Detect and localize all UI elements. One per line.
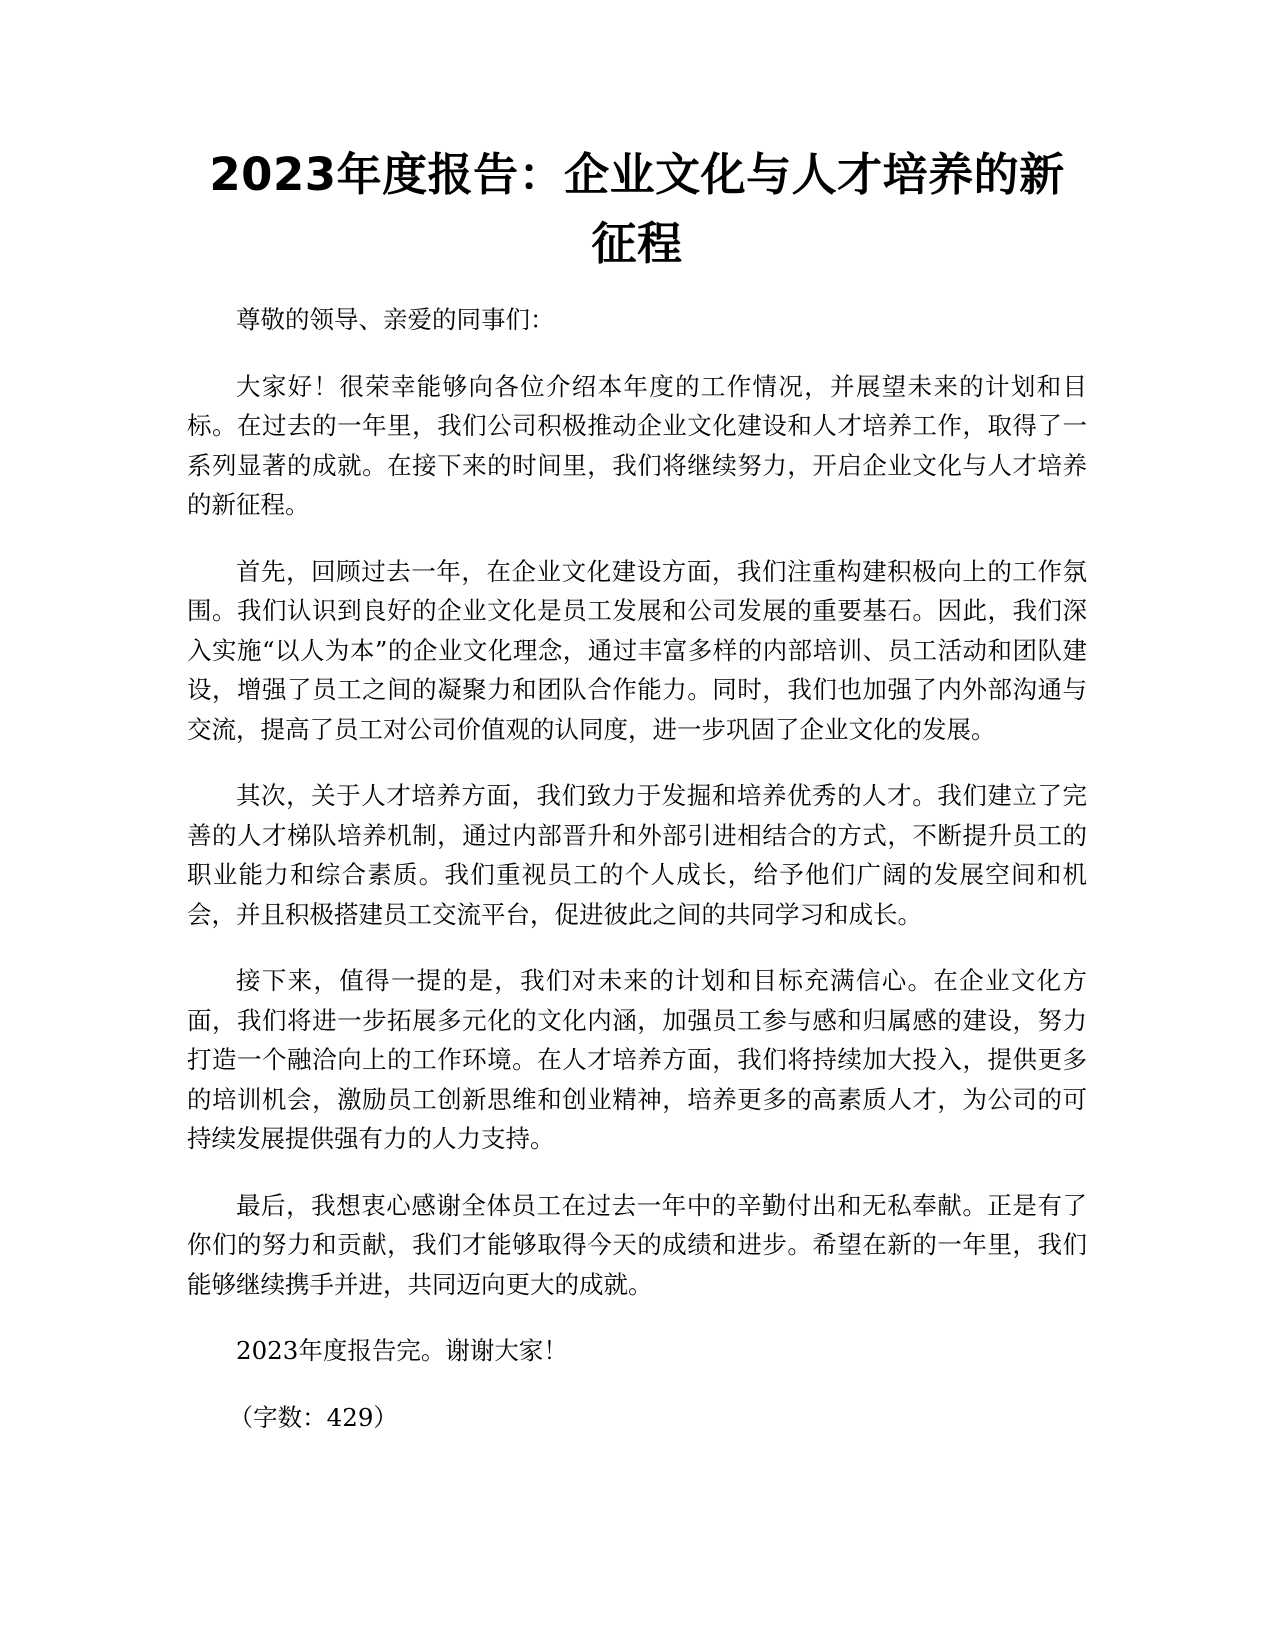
intro-paragraph: 大家好！很荣幸能够向各位介绍本年度的工作情况，并展望未来的计划和目标。在过去的一年里，我们公司积极推动企业文化建设和人才培养工作，取得了一系列显著的成就。在接下来的时间里，我们将继续努力，开启企业文化与人才培养的新征程。 [187,371,1087,519]
greeting-paragraph: 尊敬的领导、亲爱的同事们： [236,305,555,334]
document-title: 2023年度报告：企业文化与人才培养的新征程 [209,148,1065,270]
closing-paragraph: 2023年度报告完。谢谢大家！ [236,1336,568,1365]
word-count: （字数：429） [228,1402,398,1432]
document-page [187,140,1087,1464]
future-plan-paragraph: 接下来，值得一提的是，我们对未来的计划和目标充满信心。在企业文化方面，我们将进一步拓展多元化的文化内涵，加强员工参与感和归属感的建设，努力打造一个融洽向上的工作环境。在人才培养方面，我们将持续加大投入，提供更多的培训机会，激励员工创新思维和创业精神，培养更多的高素质人才，为公司的可持续发展提供强有力的人力支持。 [187,966,1087,1153]
talent-review-paragraph: 其次，关于人才培养方面，我们致力于发掘和培养优秀的人才。我们建立了完善的人才梯队培养机制，通过内部晋升和外部引进相结合的方式，不断提升员工的职业能力和综合素质。我们重视员工的个人成长，给予他们广阔的发展空间和机会，并且积极搭建员工交流平台，促进彼此之间的共同学习和成长。 [187,781,1087,929]
thanks-paragraph: 最后，我想衷心感谢全体员工在过去一年中的辛勤付出和无私奉献。正是有了你们的努力和贡献，我们才能够取得今天的成绩和进步。希望在新的一年里，我们能够继续携手并进，共同迈向更大的成就。 [187,1190,1087,1299]
culture-review-paragraph: 首先，回顾过去一年，在企业文化建设方面，我们注重构建积极向上的工作氛围。我们认识到良好的企业文化是员工发展和公司发展的重要基石。因此，我们深入实施“以人为本”的企业文化理念，通过丰富多样的内部培训、员工活动和团队建设，增强了员工之间的凝聚力和团队合作能力。同时，我们也加强了内外部沟通与交流，提高了员工对公司价值观的认同度，进一步巩固了企业文化的发展。 [187,556,1087,744]
